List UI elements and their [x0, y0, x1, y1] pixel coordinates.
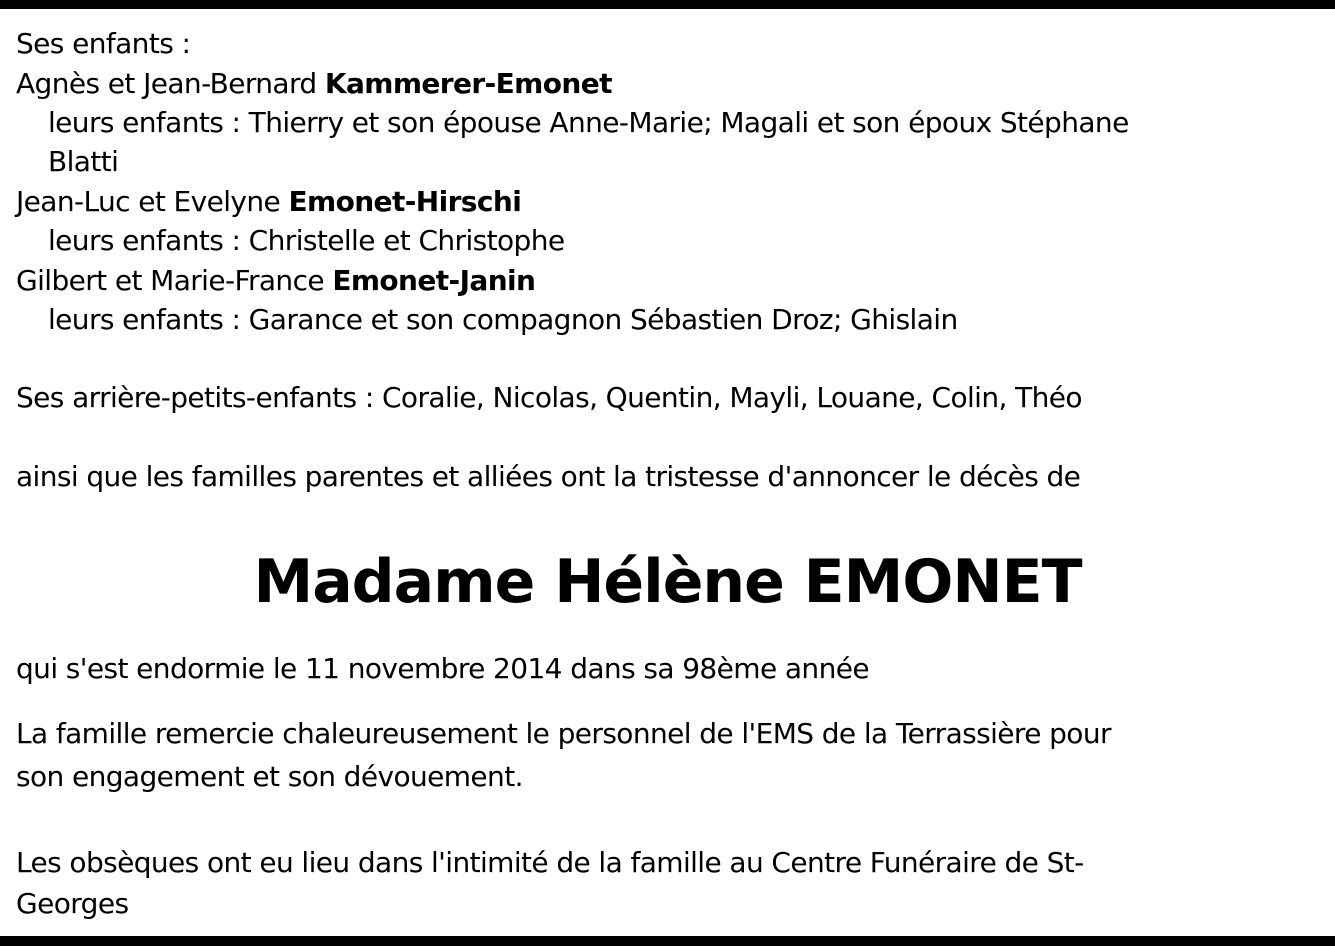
family-parents: Agnès et Jean-Bernard [16, 67, 317, 100]
death-info-line: qui s'est endormie le 11 novembre 2014 dans sa 98ème année [16, 652, 869, 685]
great-grandchildren-line: Ses arrière-petits-enfants : Coralie, Nicolas, Quentin, Mayli, Louane, Colin, Théo [16, 381, 1082, 414]
family-surname: Kammerer-Emonet [324, 67, 612, 100]
bottom-border [0, 936, 1335, 946]
announcement-line: ainsi que les familles parentes et alliées ont la tristesse d'annoncer le décès de [16, 460, 1081, 493]
family-line [16, 65, 612, 103]
funeral-line-continued: Georges [16, 887, 129, 920]
grandchildren-line: leurs enfants : Garance et son compagnon Sébastien Droz; Ghislain [48, 303, 958, 336]
grandchildren-line: leurs enfants : Christelle et Christophe [48, 224, 565, 257]
thanks-line: La famille remercie chaleureusement le personnel de l'EMS de la Terrassière pour [16, 717, 1111, 750]
deceased-name: Madame Hélène EMONET [253, 547, 1082, 617]
family-surname: Emonet-Janin [332, 264, 536, 297]
top-border [0, 0, 1335, 9]
family-line [16, 183, 521, 221]
thanks-line-continued: son engagement et son dévouement. [16, 760, 523, 793]
grandchildren-line: leurs enfants : Thierry et son épouse Anne-Marie; Magali et son époux Stéphane [48, 106, 1129, 139]
family-surname: Emonet-Hirschi [288, 185, 522, 218]
family-parents: Jean-Luc et Evelyne [16, 185, 281, 218]
grandchildren-line-continued: Blatti [48, 145, 119, 178]
funeral-line: Les obsèques ont eu lieu dans l'intimité de la famille au Centre Funéraire de St- [16, 846, 1084, 879]
family-line [16, 262, 535, 300]
family-parents: Gilbert et Marie-France [16, 264, 324, 297]
children-heading: Ses enfants : [16, 27, 191, 60]
